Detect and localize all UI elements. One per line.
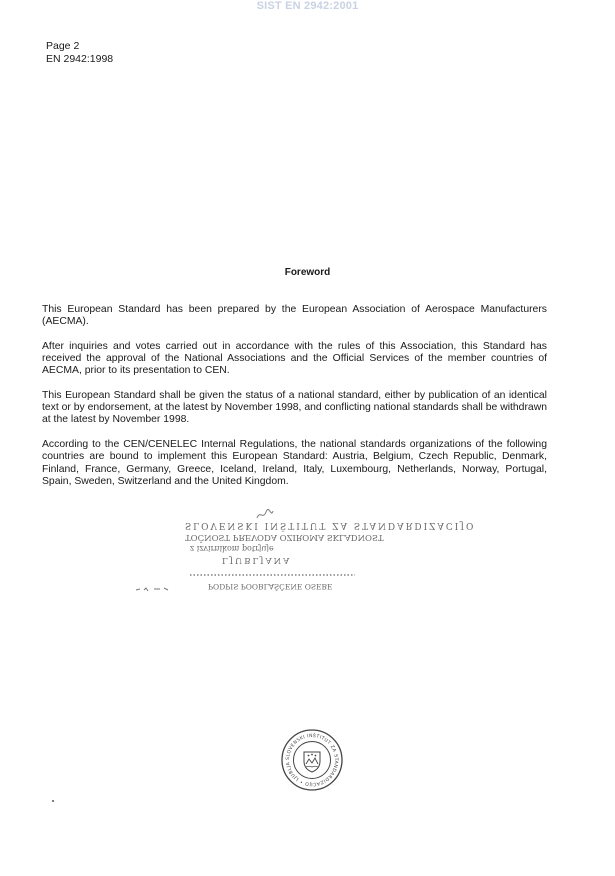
speck	[52, 800, 54, 802]
paragraph: This European Standard has been prepared by the European Association of Aerospace Manufacturers (AECMA).	[42, 304, 547, 328]
stamp-line: LJUBLJANA	[222, 555, 292, 565]
document-id: EN 2942:1998	[46, 53, 114, 65]
date-scribble-icon	[134, 584, 170, 594]
stamp-line: SLOVENSKI INŠTITUT ZA STANDARDIZACIJO	[185, 520, 476, 530]
paragraph: After inquiries and votes carried out in accordance with the rules of this Association, this Standard has received the approval of the National Associations and the Official Services of the member countries of AECMA, prior to its presentation to CEN.	[42, 340, 547, 377]
stamp-line: TOČNOST PREVODA OZIROMA SKLADNOST	[185, 532, 384, 542]
paragraph: According to the CEN/CENELEC Internal Regulations, the national standards organizations of the following countries are bound to implement this European Standard: Austria, Belgium, Czech Republic, Denmark, Finland, France, Germany, Greece, Iceland, Ireland, Italy, Luxembourg, Netherlands, Norway, Portugal, Spain, Sweden, Switzerland and the United Kingdom.	[42, 439, 547, 487]
page-header	[46, 40, 113, 66]
stamp-line: PODPIS POOBLAŠČENE OSEBE	[208, 582, 333, 591]
translation-stamp	[130, 508, 476, 598]
foreword-body	[42, 304, 547, 500]
paragraph: This European Standard shall be given the status of a national standard, either by publication of an identical text or by endorsement, at the latest by November 1998, and conflicting national standards shall be withdrawn at the latest by November 1998.	[42, 390, 547, 426]
page-number: Page 2	[46, 40, 80, 52]
seal-ring-text: SLOVENSKI INŠTITUT ZA STANDARDIZACIJO • LJUBLJA	[285, 733, 339, 787]
watermark: SIST EN 2942:2001	[256, 0, 359, 12]
section-title: Foreword	[284, 267, 331, 278]
official-seal-icon	[280, 728, 344, 792]
stamp-dotted-line	[190, 572, 355, 578]
stamp-line: z izvirnikom potrjuje	[190, 544, 274, 553]
